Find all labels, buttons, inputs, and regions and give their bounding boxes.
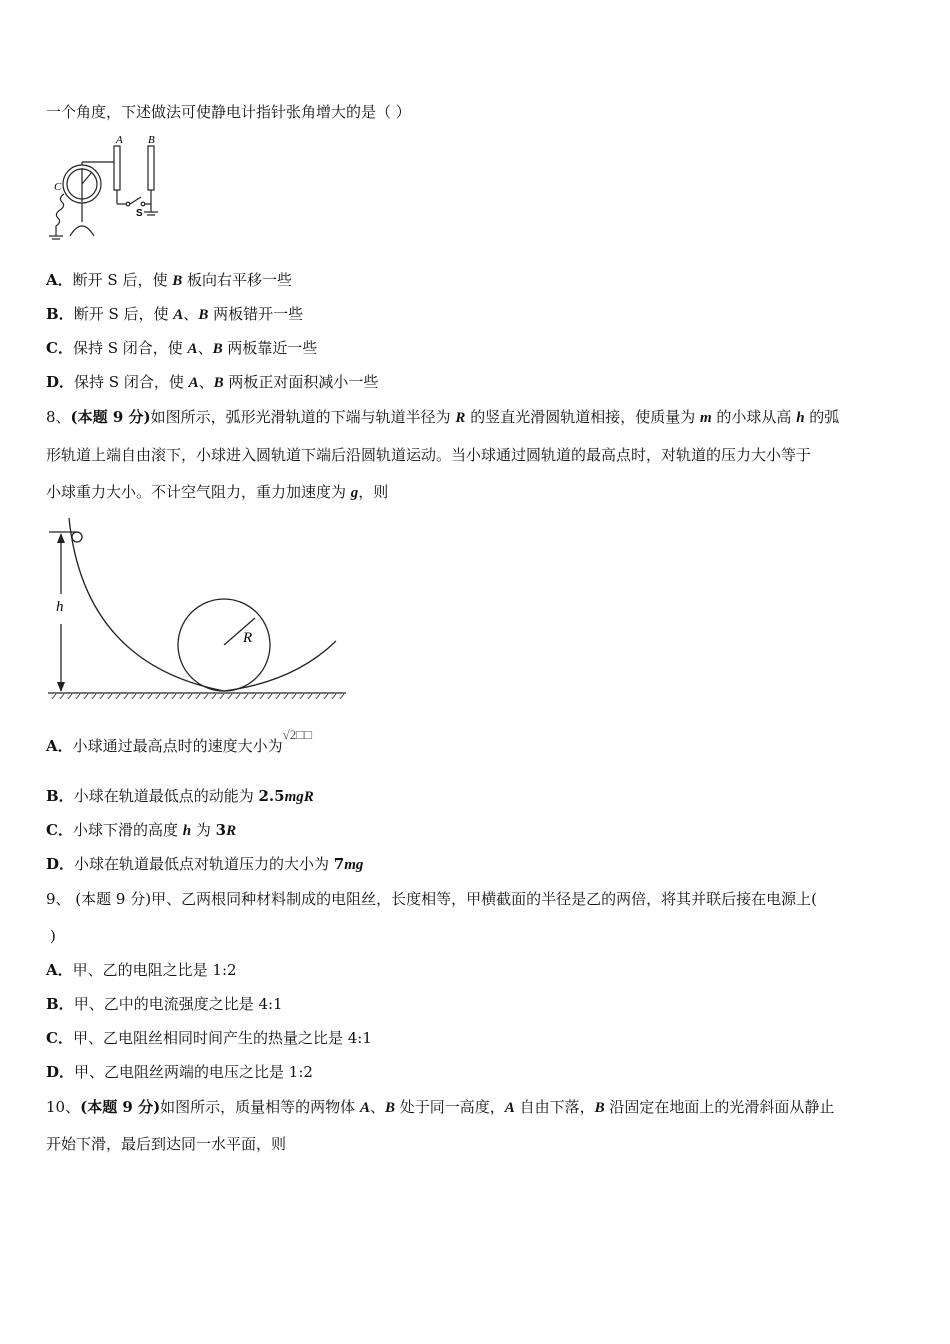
q8-option-b[interactable]: B．小球在轨道最低点的动能为 2.5mgR bbox=[46, 787, 314, 805]
radius-r-label: R bbox=[243, 630, 253, 646]
switch-s-label: S bbox=[136, 208, 143, 219]
q8-track-figure bbox=[44, 514, 354, 714]
electrometer-c-label: C bbox=[54, 181, 62, 193]
q7-electrometer-figure bbox=[44, 132, 174, 247]
q9-option-d[interactable]: D．甲、乙电阻丝两端的电压之比是 1:2 bbox=[46, 1063, 313, 1081]
q10-stem-line2: 开始下滑，最后到达同一水平面，则 bbox=[46, 1135, 287, 1153]
q8-stem-line3: 小球重力大小。不计空气阻力，重力加速度为 g，则 bbox=[46, 483, 389, 501]
q8-option-c[interactable]: C．小球下滑的高度 h 为 3R bbox=[46, 821, 237, 839]
plate-a-label: A bbox=[116, 134, 123, 146]
q9-stem-line1: 9、 (本题 9 分)甲、乙两根同种材料制成的电阻丝，长度相等，甲横截面的半径是乙的两倍，将其并联后接在电源上( bbox=[46, 890, 817, 908]
q7-option-b[interactable]: B．断开 S 后，使 A、B 两板错开一些 bbox=[46, 305, 304, 323]
sqrt-formula: √2□□ bbox=[282, 727, 312, 742]
plate-b-label: B bbox=[148, 134, 155, 146]
q8-stem-line1: 8、(本题 9 分)如图所示，弧形光滑轨道的下端与轨道半径为 R 的竖直光滑圆轨道相接，使质量为 m 的小球从高 h 的弧 bbox=[46, 408, 840, 426]
q8-option-a[interactable]: A．小球通过最高点时的速度大小为√2□□ bbox=[46, 727, 312, 755]
q7-option-a[interactable]: A．断开 S 后，使 B 板向右平移一些 bbox=[46, 271, 293, 289]
q9-option-c[interactable]: C．甲、乙电阻丝相同时间产生的热量之比是 4:1 bbox=[46, 1029, 372, 1047]
q7-stem-tail: 一个角度，下述做法可使静电计指针张角增大的是（ ） bbox=[46, 103, 411, 121]
q9-option-b[interactable]: B．甲、乙中的电流强度之比是 4:1 bbox=[46, 995, 283, 1013]
height-h-label: h bbox=[56, 599, 64, 615]
q7-option-d[interactable]: D．保持 S 闭合，使 A、B 两板正对面积减小一些 bbox=[46, 373, 379, 391]
q9-option-a[interactable]: A．甲、乙的电阻之比是 1:2 bbox=[46, 961, 237, 979]
q7-option-c[interactable]: C．保持 S 闭合，使 A、B 两板靠近一些 bbox=[46, 339, 318, 357]
q10-stem-line1: 10、(本题 9 分)如图所示，质量相等的两物体 A、B 处于同一高度，A 自由下落，B 沿固定在地面上的光滑斜面从静止 bbox=[46, 1098, 835, 1116]
q8-option-d[interactable]: D．小球在轨道最低点对轨道压力的大小为 7mg bbox=[46, 855, 364, 873]
q9-stem-line2: ) bbox=[50, 927, 56, 945]
q8-stem-line2: 形轨道上端自由滚下，小球进入圆轨道下端后沿圆轨道运动。当小球通过圆轨道的最高点时，对轨道的压力大小等于 bbox=[46, 446, 812, 464]
